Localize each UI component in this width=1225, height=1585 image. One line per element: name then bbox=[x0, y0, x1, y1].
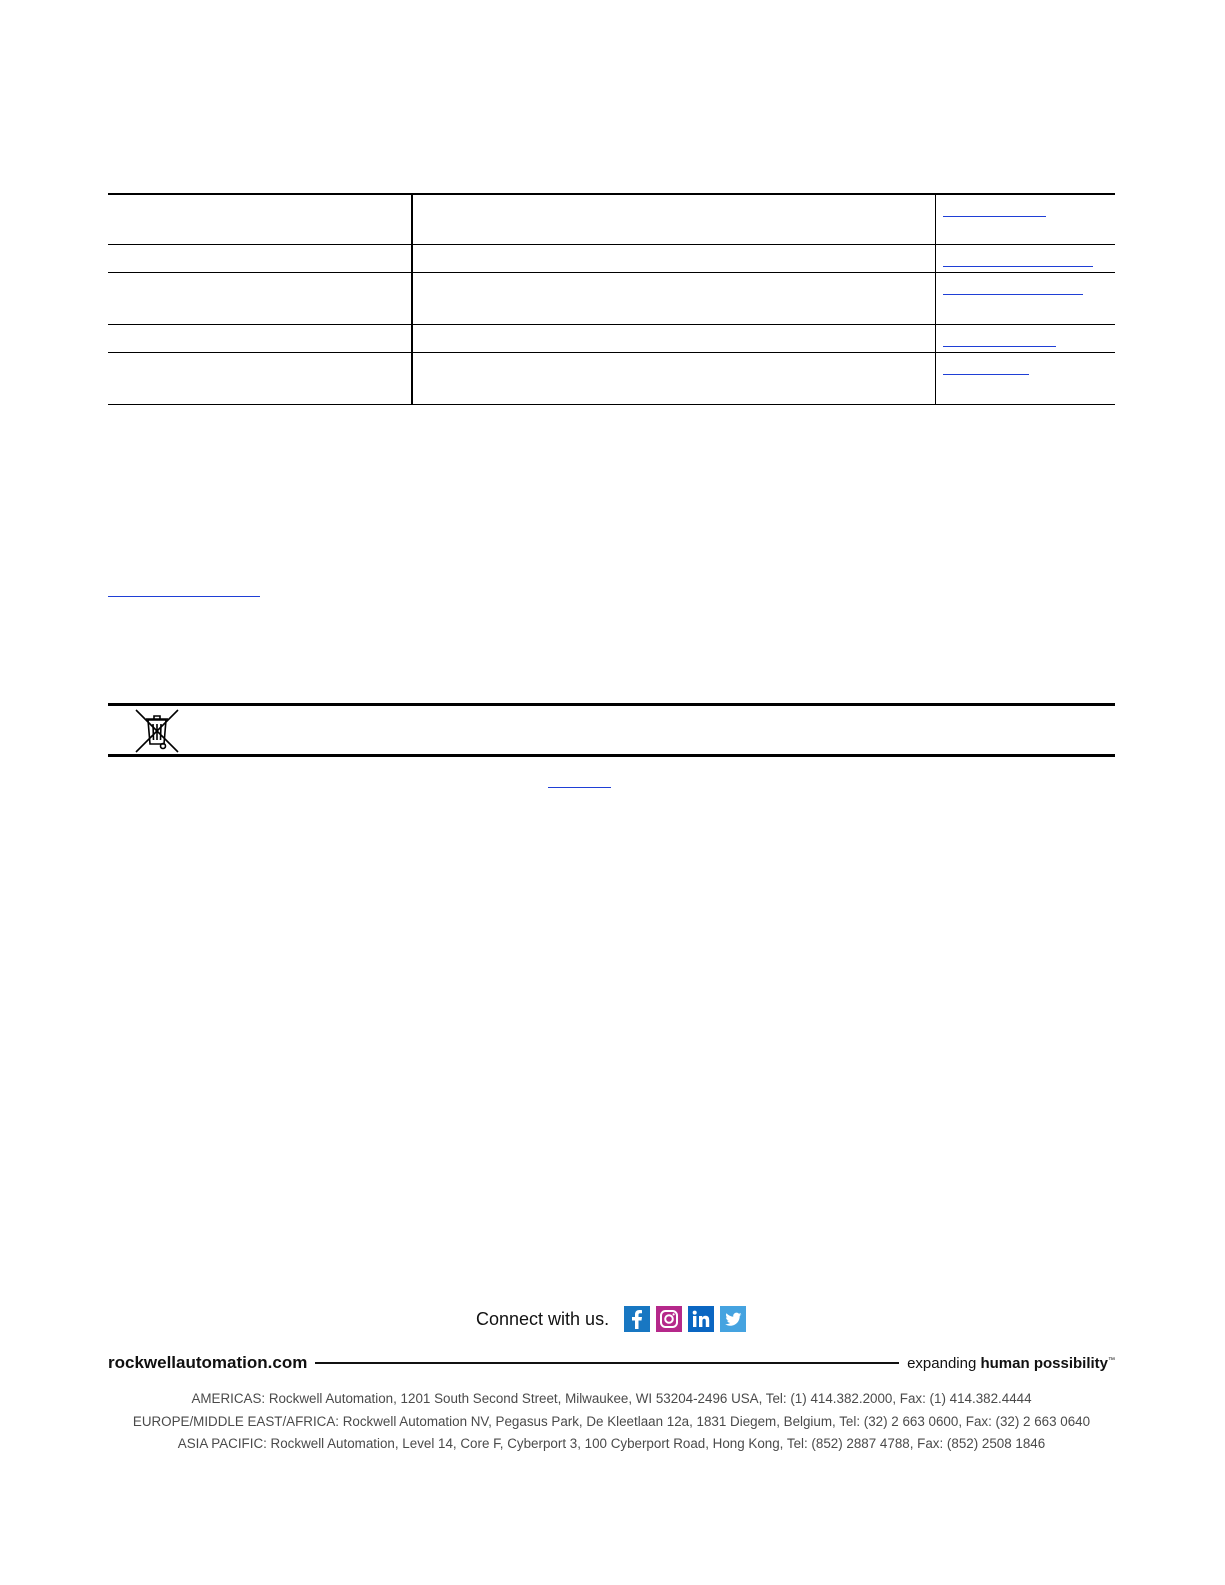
brand-line bbox=[108, 1351, 1115, 1375]
resource-link[interactable] bbox=[943, 346, 1056, 347]
address-asia-pacific: ASIA PACIFIC: Rockwell Automation, Level 14, Core F, Cyberport 3, 100 Cyberport Road, Hong Kong, Tel: (852) 2887 4788, Fax: (852) 2508 1846 bbox=[177, 1436, 1046, 1451]
weee-link[interactable] bbox=[548, 787, 611, 788]
website-link[interactable]: rockwellautomation.com bbox=[108, 1353, 308, 1372]
table-row bbox=[108, 193, 1115, 245]
address-americas: AMERICAS: Rockwell Automation, 1201 South Second Street, Milwaukee, WI 53204-2496 USA, Tel: (1) 414.382.2000, Fax: (1) 414.382.4444 bbox=[191, 1391, 1032, 1406]
table-cell bbox=[413, 325, 936, 352]
resource-link[interactable] bbox=[943, 294, 1083, 295]
instagram-icon[interactable] bbox=[656, 1306, 682, 1332]
tagline-bold: human possibility bbox=[980, 1354, 1108, 1372]
literature-link[interactable] bbox=[108, 596, 260, 597]
resource-link[interactable] bbox=[943, 266, 1093, 267]
tagline bbox=[907, 1355, 1115, 1372]
connect-with-us bbox=[476, 1304, 752, 1334]
table-row bbox=[108, 325, 1115, 353]
connect-label: Connect with us. bbox=[476, 1308, 610, 1329]
table-cell bbox=[936, 325, 1115, 352]
table-row bbox=[108, 245, 1115, 273]
facebook-icon[interactable] bbox=[624, 1306, 650, 1332]
divider bbox=[315, 1362, 899, 1364]
address-emea: EUROPE/MIDDLE EAST/AFRICA: Rockwell Automation NV, Pegasus Park, De Kleetlaan 12a, 1831 Diegem, Belgium, Tel: (32) 2 663 0600, Fax: (32) 2 663 0640 bbox=[132, 1413, 1091, 1429]
table-cell bbox=[108, 273, 413, 324]
tagline-prefix: expanding bbox=[907, 1354, 977, 1372]
table-cell bbox=[936, 245, 1115, 272]
twitter-icon[interactable] bbox=[720, 1306, 746, 1332]
trademark-mark: ™ bbox=[1108, 1356, 1115, 1364]
resource-link[interactable] bbox=[943, 216, 1046, 217]
resource-link[interactable] bbox=[943, 374, 1029, 375]
table-row bbox=[108, 353, 1115, 405]
table-cell bbox=[413, 245, 936, 272]
resources-table bbox=[108, 193, 1115, 405]
table-cell bbox=[108, 245, 413, 272]
table-cell bbox=[108, 195, 413, 244]
table-cell bbox=[108, 353, 413, 404]
crossed-out-wheelie-bin-icon bbox=[134, 708, 180, 754]
table-cell bbox=[413, 353, 936, 404]
table-cell bbox=[413, 273, 936, 324]
table-cell bbox=[413, 195, 936, 244]
linkedin-icon[interactable] bbox=[688, 1306, 714, 1332]
table-cell bbox=[936, 273, 1115, 324]
table-row bbox=[108, 273, 1115, 325]
table-cell bbox=[936, 195, 1115, 244]
weee-notice bbox=[108, 703, 1115, 757]
table-cell bbox=[936, 353, 1115, 404]
regional-addresses bbox=[108, 1388, 1115, 1456]
table-cell bbox=[108, 325, 413, 352]
